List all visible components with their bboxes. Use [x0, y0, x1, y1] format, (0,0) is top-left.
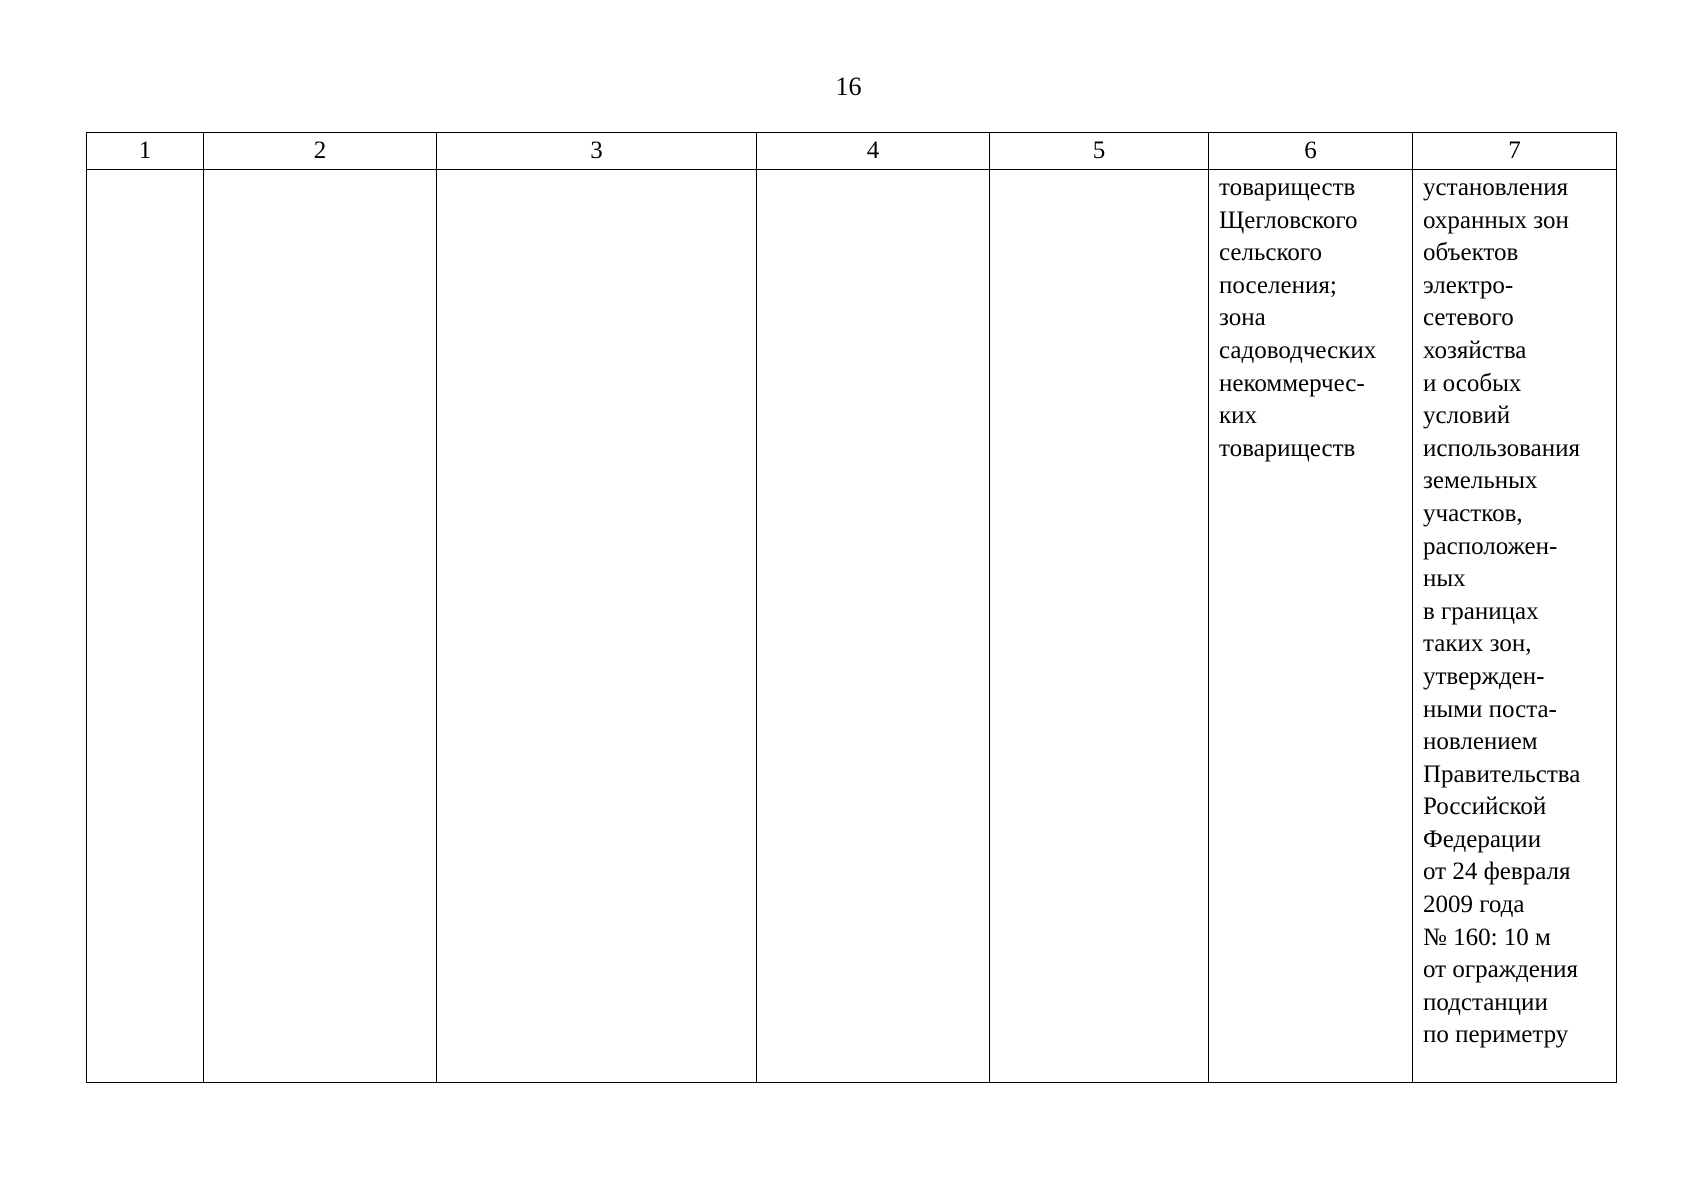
column-header-6: 6 [1209, 133, 1413, 170]
cell-text-4 [757, 170, 989, 172]
column-header-3: 3 [437, 133, 757, 170]
page-number: 16 [835, 72, 862, 101]
cell-text-3 [437, 170, 756, 172]
cell-text-1 [87, 170, 203, 172]
cell-text-5 [990, 170, 1208, 172]
column-header-5: 5 [990, 133, 1209, 170]
table-header-row [87, 133, 1617, 170]
document-table [86, 132, 1617, 1083]
table-cell-1 [87, 170, 204, 1083]
cell-text-2 [204, 170, 436, 172]
table-cell-7 [1413, 170, 1617, 1083]
table-row [87, 170, 1617, 1083]
table-cell-6 [1209, 170, 1413, 1083]
table-cell-3 [437, 170, 757, 1083]
column-header-2: 2 [204, 133, 437, 170]
column-header-7: 7 [1413, 133, 1617, 170]
table-cell-5 [990, 170, 1209, 1083]
table-cell-2 [204, 170, 437, 1083]
column-header-4: 4 [757, 133, 990, 170]
cell-text-7: установления охранных зон объектов электро- сетевого хозяйства и особых условий использования земельных участков, расположен- ных в границах таких зон, утвержден- ными поста- новлением Правительства Российской Федерации от 24 февраля 2009 года № 160: 10 м от ограждения подстанции по периметру [1423, 174, 1581, 1049]
cell-text-6: товариществ Щегловского сельского поселения; зона садоводческих некоммерчес- ких товариществ [1219, 174, 1377, 462]
table-cell-4 [757, 170, 990, 1083]
column-header-1: 1 [87, 133, 204, 170]
